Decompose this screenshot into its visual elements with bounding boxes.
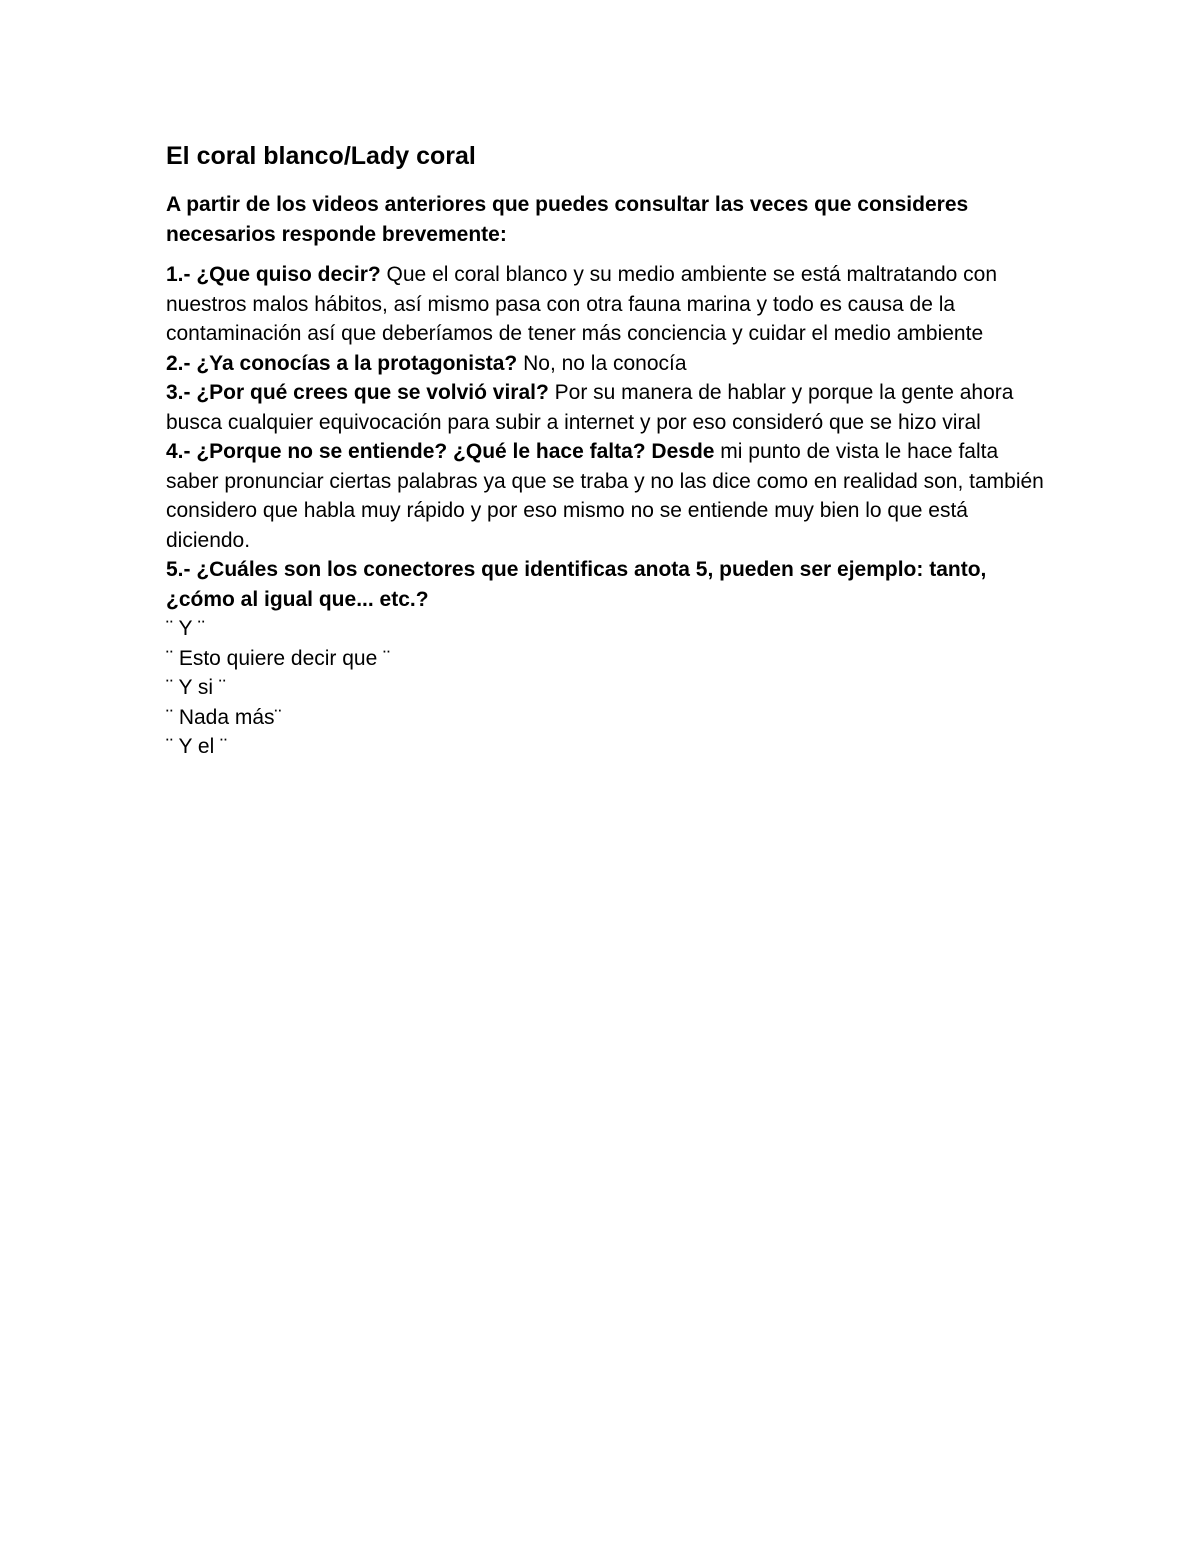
question-4-answer: mi punto de vista le hace falta saber pronunciar ciertas palabras ya que se traba y no las dice como en realidad son, también considero que habla muy rápido y por eso mismo no se entiende muy bien lo que está diciendo. xyxy=(166,440,1044,552)
connector-item: ¨ Y el ¨ xyxy=(166,735,228,758)
connector-item: ¨ Nada más¨ xyxy=(166,705,282,729)
question-4 xyxy=(166,437,1046,555)
question-3-prompt: 3.- ¿Por qué crees que se volvió viral? xyxy=(166,381,549,404)
question-4-prompt: 4.- ¿Porque no se entiende? ¿Qué le hace falta? Desde xyxy=(166,440,715,463)
question-1-prompt: 1.- ¿Que quiso decir? xyxy=(166,263,381,286)
question-3-answer: Por su manera de hablar y porque la gente ahora busca cualquier equivocación para subir a internet y por eso consideró que se hizo viral xyxy=(166,381,1014,434)
connector-item: ¨ Y ¨ xyxy=(166,617,205,640)
question-2 xyxy=(166,349,1046,379)
question-1-answer: Que el coral blanco y su medio ambiente se está maltratando con nuestros malos hábitos, así mismo pasa con otra fauna marina y todo es causa de la contaminación así que deberíamos de tener más conciencia y cuidar el medio ambiente xyxy=(166,263,998,345)
question-5 xyxy=(166,555,1046,614)
connector-item: ¨ Esto quiere decir que ¨ xyxy=(166,646,391,670)
connector-list xyxy=(166,614,1046,762)
document-title: El coral blanco/Lady coral xyxy=(166,142,476,170)
instructions-text: A partir de los videos anteriores que puedes consultar las veces que consideres necesarios responde brevemente: xyxy=(166,193,969,246)
question-5-prompt: 5.- ¿Cuáles son los conectores que identificas anota 5, pueden ser ejemplo: tanto, ¿cómo al igual que... etc.? xyxy=(166,558,987,611)
question-2-prompt: 2.- ¿Ya conocías a la protagonista? xyxy=(166,351,518,375)
question-1 xyxy=(166,260,1046,349)
question-2-answer: No, no la conocía xyxy=(517,351,687,375)
connector-item: ¨ Y si ¨ xyxy=(166,676,226,699)
document-body xyxy=(166,138,1046,762)
question-3 xyxy=(166,378,1046,437)
